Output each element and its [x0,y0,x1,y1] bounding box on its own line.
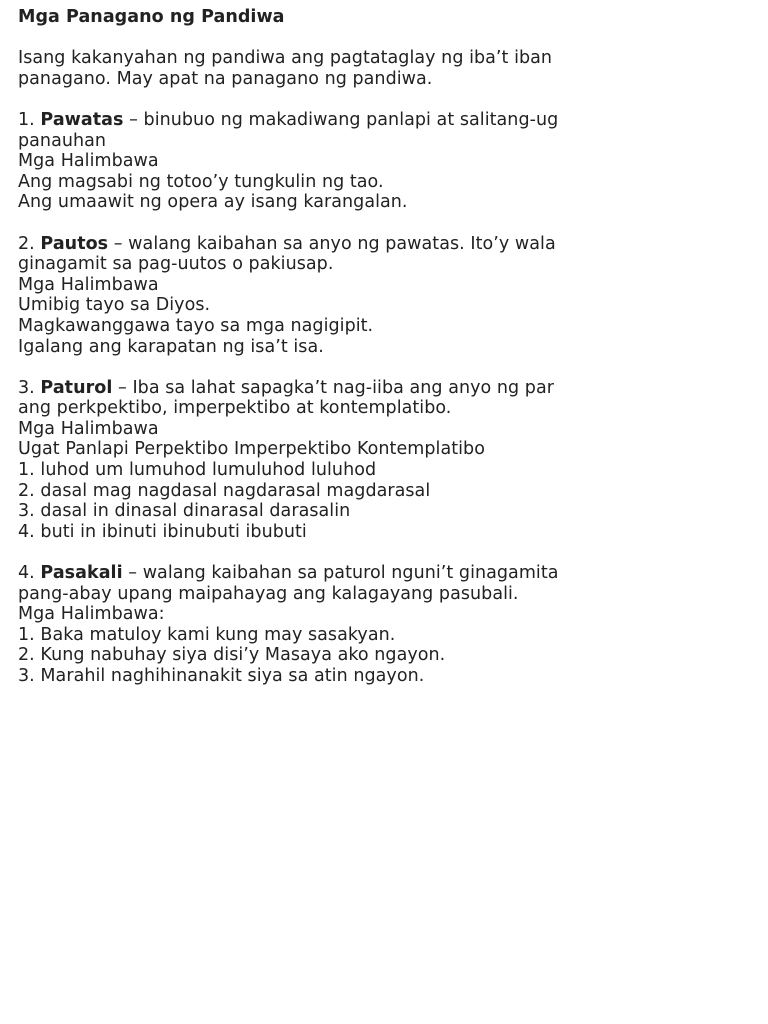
section-definition: – Iba sa lahat sapagka’t nag-iiba ang anyo ng par [112,377,554,398]
document-title: Mga Panagano ng Pandiwa [18,7,285,27]
examples-label: Mga Halimbawa: [18,604,165,625]
section-definition-continued: panauhan [18,130,107,151]
spacer [18,213,768,234]
spacer [18,28,768,49]
section-term: Pasakali [40,563,123,584]
spacer [18,357,768,378]
conjugation-row: 1. luhod um lumuhod lumuluhod luluhod [18,460,377,481]
example-line: 3. Marahil naghihinanakit siya sa atin ngayon. [18,666,425,686]
section-definition: – walang kaibahan sa anyo ng pawatas. Ito’y wala [108,233,556,254]
example-line: 1. Baka matuloy kami kung may sasakyan. [18,624,396,645]
document-body [18,7,768,687]
section-term: Paturol [40,377,113,398]
example-line: Ang umaawit ng opera ay isang karangalan. [18,192,408,213]
section-term: Pawatas [40,109,124,130]
example-line: 2. Kung nabuhay siya disi’y Masaya ako ngayon. [18,645,446,666]
example-line: Magkawanggawa tayo sa mga nagigipit. [18,315,374,336]
spacer [18,542,768,563]
examples-label: Mga Halimbawa [18,151,159,172]
section-number: 3. [18,377,41,398]
section-term: Pautos [40,233,109,254]
conjugation-header: Ugat Panlapi Perpektibo Imperpektibo Kontemplatibo [18,439,485,460]
section-heading-pawatas [18,110,768,131]
intro-line: Isang kakanyahan ng pandiwa ang pagtataglay ng iba’t iban [18,48,553,69]
section-number: 2. [18,233,41,254]
example-line: Igalang ang karapatan ng isa’t isa. [18,336,324,357]
section-heading-pautos [18,234,768,255]
section-number: 1. [18,109,41,130]
conjugation-row: 3. dasal in dinasal dinarasal darasalin [18,501,351,522]
example-line: Umibig tayo sa Diyos. [18,295,211,316]
section-definition: – binubuo ng makadiwang panlapi at salitang-ug [123,109,559,130]
spacer [18,89,768,110]
conjugation-row: 2. dasal mag nagdasal nagdarasal magdarasal [18,480,431,501]
examples-label: Mga Halimbawa [18,418,159,439]
section-heading-pasakali [18,563,768,584]
section-definition-continued: ginagamit sa pag-uutos o pakiusap. [18,254,334,275]
section-definition-continued: ang perkpektibo, imperpektibo at kontemplatibo. [18,398,452,419]
example-line: Ang magsabi ng totoo’y tungkulin ng tao. [18,171,384,192]
section-number: 4. [18,563,41,584]
examples-label: Mga Halimbawa [18,274,159,295]
section-definition: – walang kaibahan sa paturol nguni’t ginagamita [122,563,559,584]
section-definition-continued: pang-abay upang maipahayag ang kalagayang pasubali. [18,583,519,604]
intro-line: panagano. May apat na panagano ng pandiwa. [18,68,433,89]
conjugation-row: 4. buti in ibinuti ibinubuti ibubuti [18,521,307,542]
section-heading-paturol [18,378,768,399]
